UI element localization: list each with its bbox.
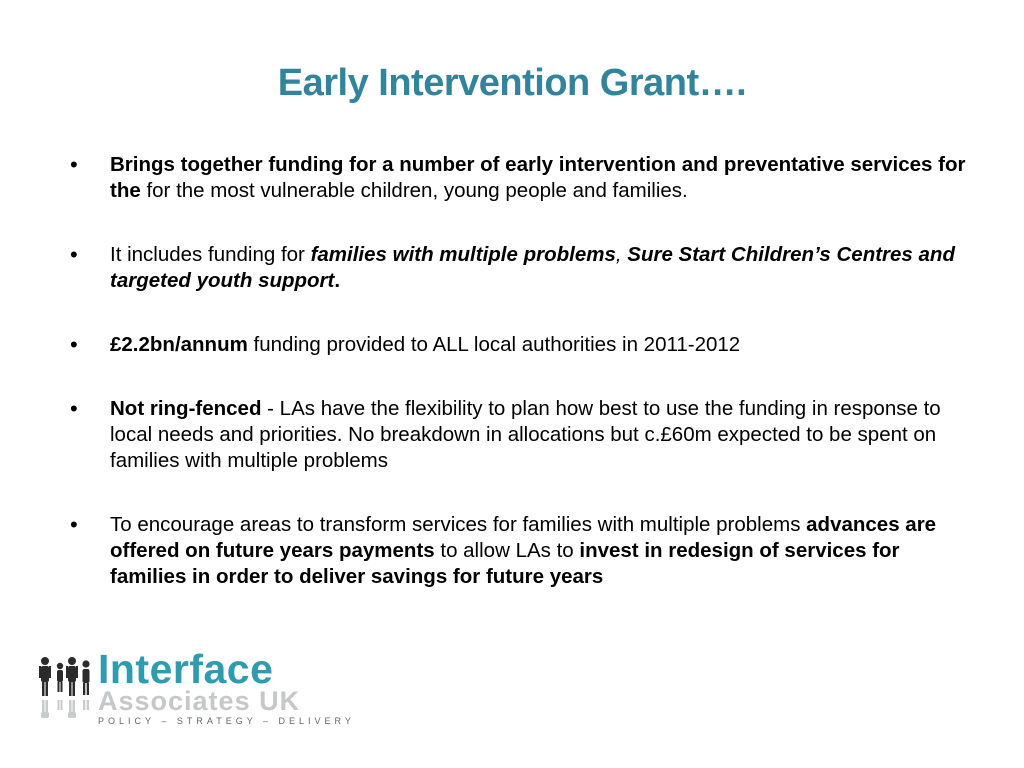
logo-tagline: POLICY – STRATEGY – DELIVERY <box>98 716 355 726</box>
bullet-text-bold: Brings together funding for a number of early intervention and preventative services for the <box>110 153 966 202</box>
bullet-text: for the most vulnerable children, young people and families. <box>140 179 688 202</box>
bullet-text: funding provided to ALL local authorities in 2011-2012 <box>247 333 741 356</box>
bullet-item <box>70 242 970 294</box>
bullet-text-bold: advances are offered on future years payments <box>110 513 937 562</box>
bullet-item <box>70 396 970 474</box>
bullet-text: - LAs have the flexibility to plan how best to use the funding in response to local needs and priorities. No breakdown in allocations but c.£60m expected to be spent on families with multiple problems <box>110 397 941 472</box>
slide-title: Early Intervention Grant…. <box>277 62 747 104</box>
logo-wordmark-secondary: Associates UK <box>98 686 301 716</box>
bullet-text-bold-italic: Sure Start Children’s Centres and targeted youth support <box>110 243 955 292</box>
bullet-text-bold: £2.2bn/annum <box>110 333 248 356</box>
bullet-item <box>70 332 970 358</box>
bullet-text-bold-italic: families with multiple problems <box>310 243 616 266</box>
bullet-text-bold: . <box>334 269 341 292</box>
interface-associates-logo <box>36 646 356 736</box>
bullet-item <box>70 512 970 590</box>
logo-wordmark-primary: Interface <box>98 646 274 692</box>
bullet-text: to allow LAs to <box>434 539 580 562</box>
bullet-list <box>70 152 970 590</box>
bullet-item <box>70 152 970 204</box>
bullet-text-bold: Not ring-fenced <box>110 397 262 420</box>
bullet-text-italic: , <box>615 243 628 266</box>
bullet-text: To encourage areas to transform services for families with multiple problems <box>110 513 807 536</box>
bullet-text: It includes funding for <box>110 243 311 266</box>
family-figures-icon <box>36 654 94 724</box>
bullet-text-bold: invest in redesign of services for families in order to deliver savings for future years <box>110 539 900 588</box>
